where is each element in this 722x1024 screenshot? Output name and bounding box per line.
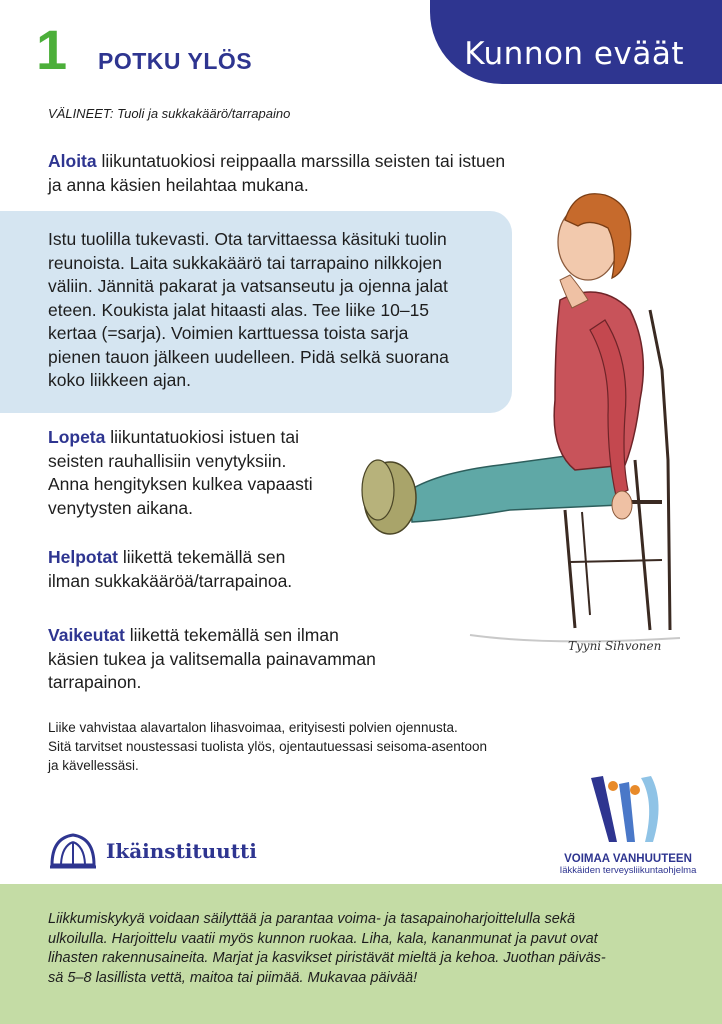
footer-line: lihasten rakennusaineita. Marjat ja kasvikset piristävät mieltä ja kehoa. Juothan päiväs- <box>48 950 606 966</box>
note-line: Liike vahvistaa alavartalon lihasvoimaa, erityisesti polvien ojennusta. <box>48 720 458 735</box>
finish-keyword: Lopeta <box>48 427 106 447</box>
footer-band <box>0 884 722 1024</box>
instruction-line: pienen tauon jälkeen uudelleen. Pidä selkä suorana <box>48 346 449 367</box>
illustrator-signature: Tyyni Sihvonen <box>568 639 662 653</box>
hand <box>612 491 632 519</box>
shoe-right <box>362 460 394 520</box>
torso <box>554 292 643 470</box>
harder-text-3: tarrapainon. <box>48 672 142 692</box>
equipment-line: VÄLINEET: Tuoli ja sukkakäärö/tarrapaino <box>48 106 291 121</box>
footer-line: sä 5–8 lasillista vettä, maitoa tai piimää. Mukavaa päivää! <box>48 969 418 986</box>
ikainstituutti-logo <box>48 832 257 870</box>
instruction-line: kertaa (=sarja). Voimien karttuessa toista sarja <box>48 323 409 343</box>
instruction-line: väliin. Jännitä pakarat ja vatsanseutu ja ojenna jalat <box>48 276 448 296</box>
harder-keyword: Vaikeutat <box>48 625 125 645</box>
brand-tab <box>430 0 722 84</box>
exercise-note <box>48 718 487 775</box>
instruction-line: eteen. Koukista jalat hitaasti alas. Tee liike 10–15 <box>48 299 430 320</box>
start-text-2: ja anna käsien heilahtaa mukana. <box>48 174 309 195</box>
ikainstituutti-name: Ikäinstituutti <box>106 839 257 863</box>
vv-mark-icon <box>583 772 673 846</box>
shell-icon <box>48 832 98 870</box>
exercise-number: 1 <box>36 18 68 81</box>
easier-text-2: ilman sukkakääröä/tarrapainoa. <box>48 570 293 591</box>
instruction-line: reunoista. Laita sukkakäärö tai tarrapaino nilkkojen <box>48 252 442 273</box>
finish-paragraph <box>48 426 313 520</box>
note-line: ja kävellessäsi. <box>48 758 139 773</box>
footer-line: ulkoilulla. Harjoittelu vaatii myös kunnon ruokaa. Liha, kala, kananmunat ja pavut ovat <box>48 930 598 947</box>
harder-text-1: liikettä tekemällä sen ilman <box>124 625 339 645</box>
voimaa-vanhuuteen-logo <box>552 772 704 876</box>
easier-paragraph <box>48 546 292 593</box>
instruction-line: Istu tuolilla tukevasti. Ota tarvittaessa käsituki tuolin <box>48 229 447 249</box>
exercise-title: POTKU YLÖS <box>98 48 253 74</box>
woman-on-chair-leg-lift-illustration <box>350 160 710 665</box>
start-keyword: Aloita <box>48 151 97 171</box>
finish-text-4: venytysten aikana. <box>48 497 193 518</box>
finish-text-2: seisten rauhallisiin venytyksiin. <box>48 450 287 471</box>
harder-paragraph <box>48 624 376 695</box>
vv-subtitle: Iäkkäiden terveysliikuntaohjelma <box>559 865 697 876</box>
easier-keyword: Helpotat <box>48 547 118 567</box>
note-line: Sitä tarvitset noustessasi tuolista ylös, ojentautuessasi seisoma-asentoon <box>48 739 487 754</box>
footer-text <box>48 910 678 988</box>
harder-text-2: käsien tukea ja valitsemalla painavamman <box>48 648 376 669</box>
finish-text-3: Anna hengityksen kulkea vapaasti <box>48 474 313 494</box>
easier-text-1: liikettä tekemällä sen <box>118 547 286 567</box>
vv-name: VOIMAA VANHUUTEEN <box>564 853 692 865</box>
start-text-1: liikuntatuokiosi reippaalla marssilla seisten tai istuen <box>96 151 506 171</box>
brand-title: Kunnon eväät <box>464 36 684 72</box>
finish-text-1: liikuntatuokiosi istuen tai <box>105 427 299 447</box>
footer-line: Liikkumiskykyä voidaan säilyttää ja parantaa voima- ja tasapainoharjoittelulla sekä <box>48 911 576 927</box>
instruction-line: koko liikkeen ajan. <box>48 370 191 390</box>
